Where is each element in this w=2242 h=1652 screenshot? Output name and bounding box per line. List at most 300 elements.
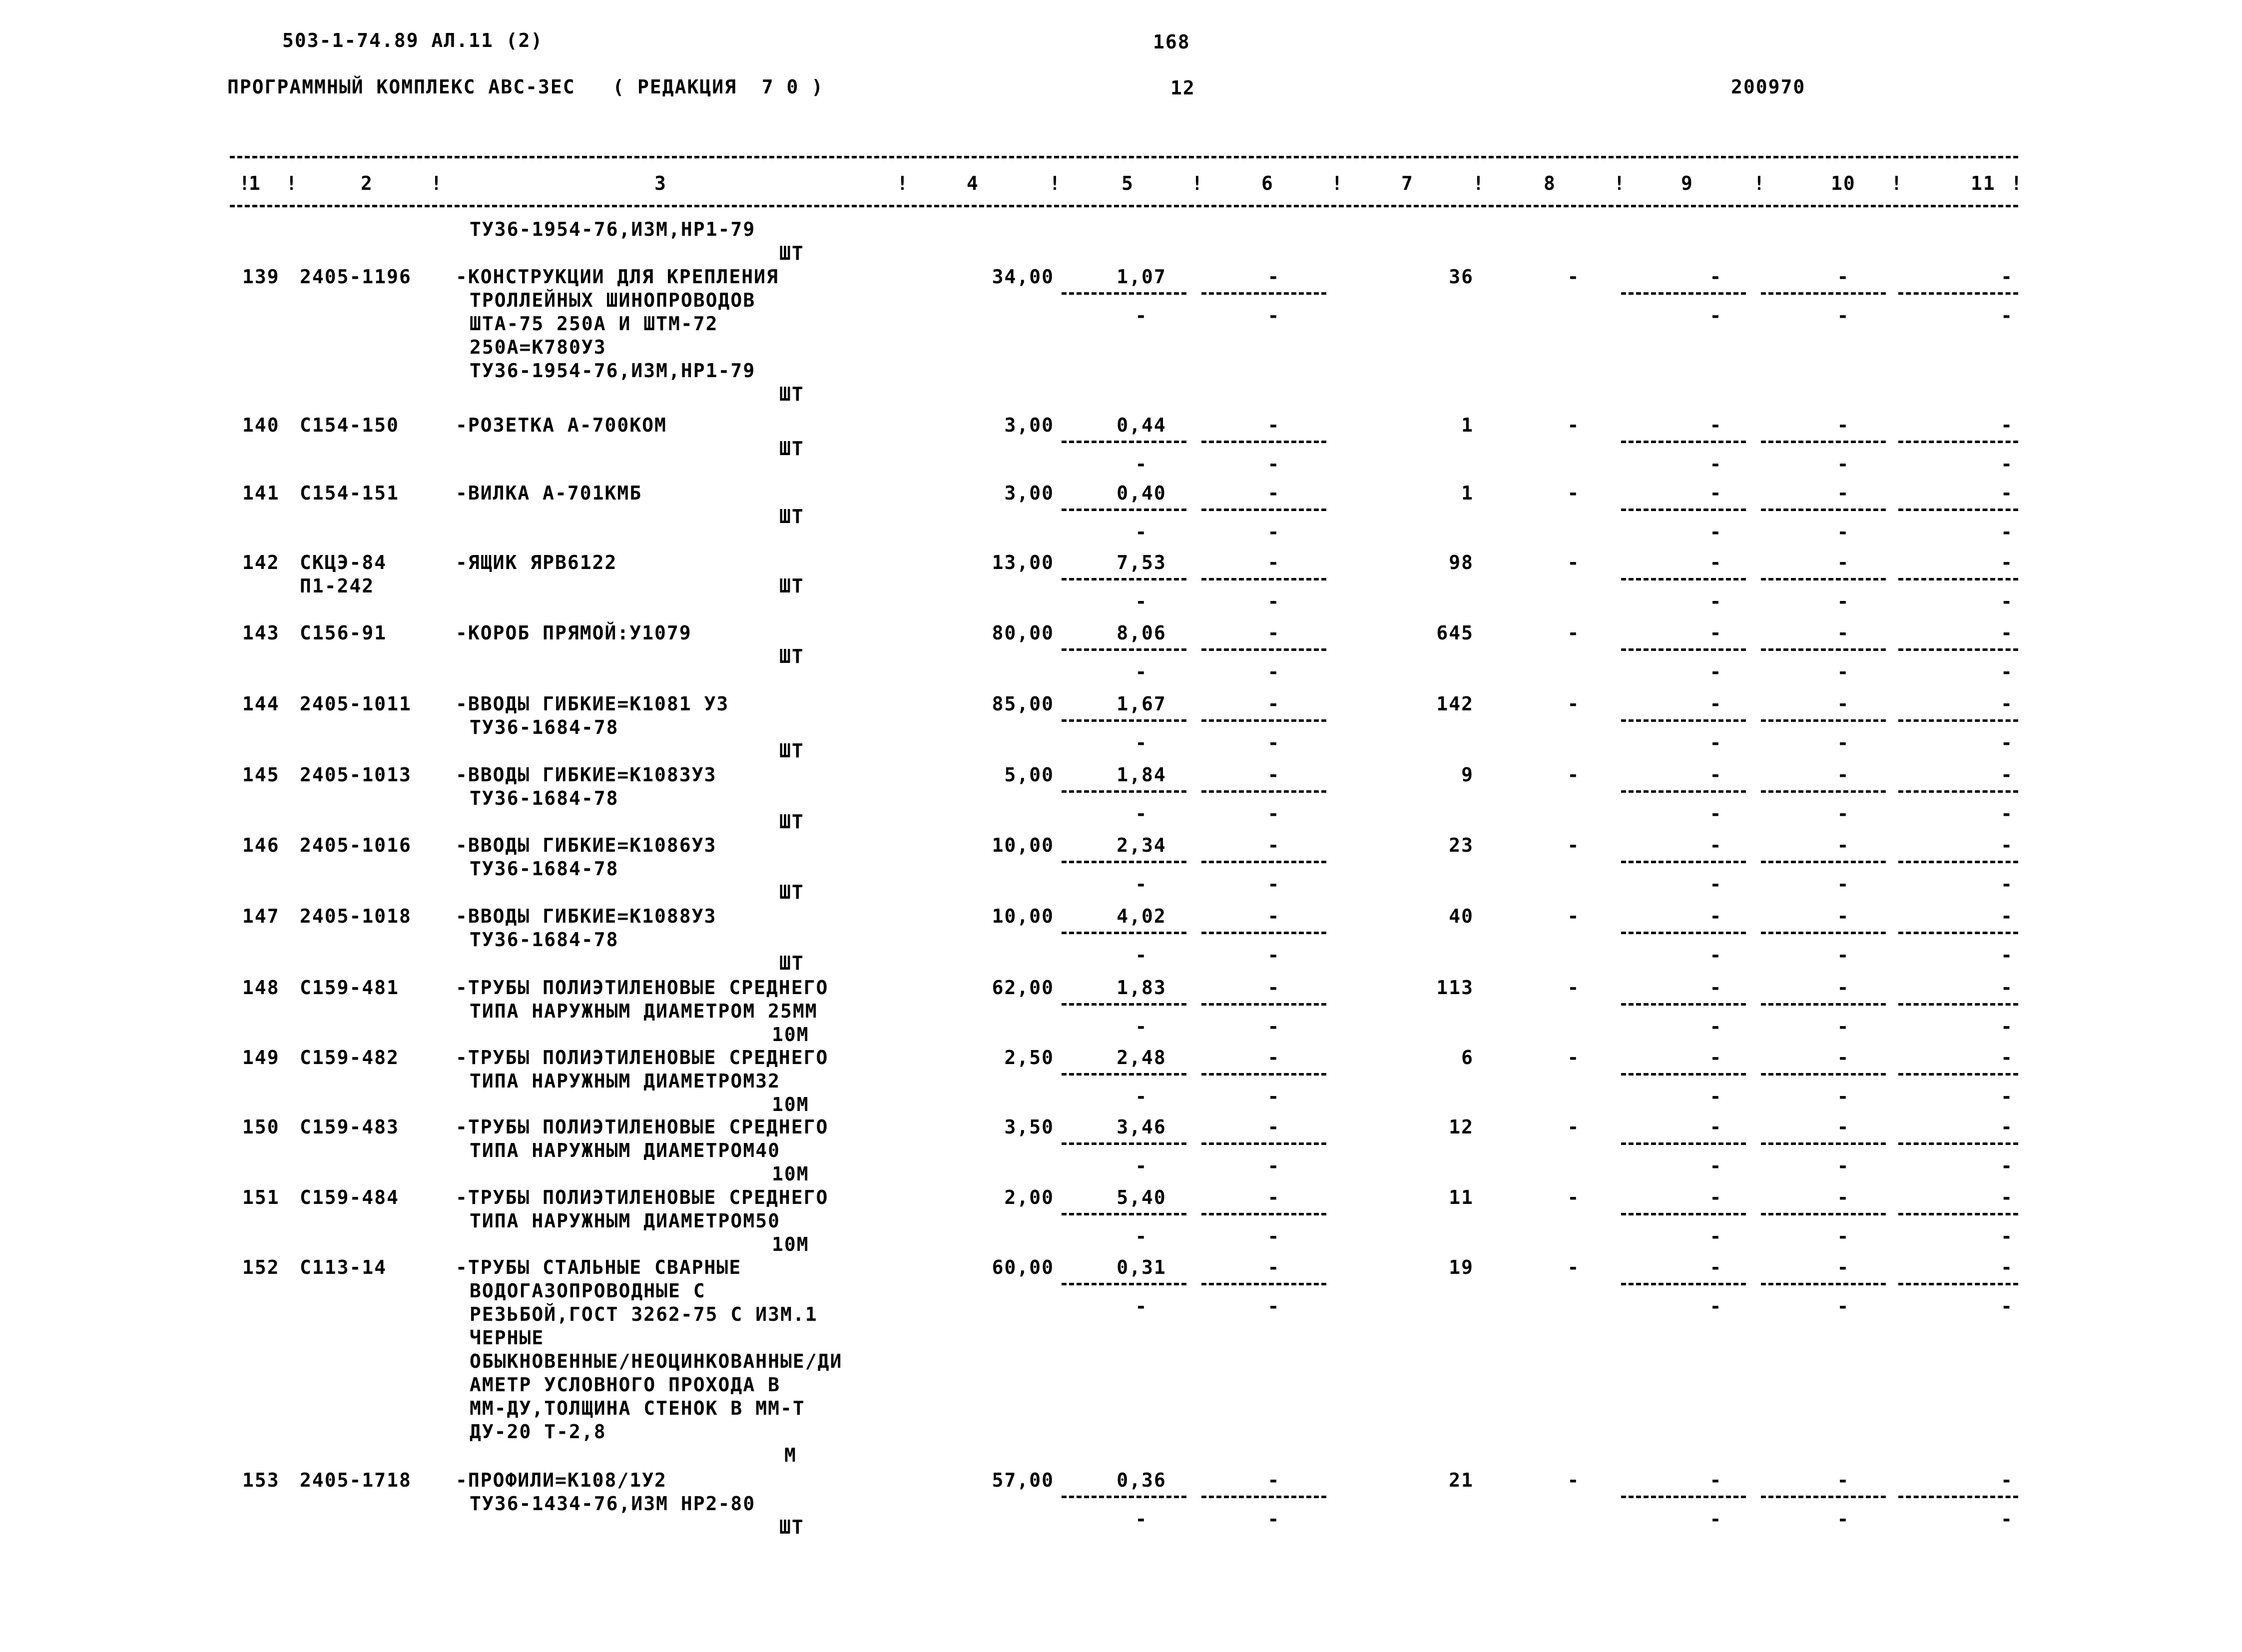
cell-col6-sub: - [1267, 1155, 1280, 1177]
cell-rule [1761, 1003, 1886, 1006]
cell-col9-sub: - [1709, 305, 1722, 327]
cell-col5: 1,67 [1117, 693, 1166, 715]
row-code: 2405-1196 [300, 266, 412, 288]
cell-rule [1062, 292, 1186, 295]
row-number: 140 [242, 414, 280, 436]
cell-rule [1621, 932, 1746, 934]
cell-col5: 2,34 [1117, 834, 1166, 856]
cell-col8: - [1567, 693, 1580, 715]
row-code: С159-481 [300, 977, 400, 999]
cell-col10-sub: - [1837, 453, 1850, 475]
row-description: ТИПА НАРУЖНЫМ ДИАМЕТРОМ50 [470, 1210, 780, 1232]
cell-col5-sub: - [1135, 661, 1148, 683]
cell-col10: - [1837, 1047, 1850, 1069]
row-description: -ПРОФИЛИ=К108/1У2 [456, 1469, 667, 1491]
program-title: ПРОГРАММНЫЙ КОМПЛЕКС АВС-3ЕС ( РЕДАКЦИЯ 7 0 ) [227, 76, 824, 98]
cell-quantity: 62,00 [992, 977, 1054, 999]
cell-col9: - [1709, 764, 1722, 786]
cell-col6: - [1267, 482, 1280, 504]
cell-col7: 40 [1449, 905, 1474, 927]
cell-rule [1761, 509, 1886, 511]
cell-col11: - [2001, 1469, 2013, 1491]
cell-col9-sub: - [1709, 944, 1722, 966]
cell-rule [1621, 648, 1746, 651]
cell-col11: - [2001, 1186, 2013, 1208]
cell-col6: - [1267, 977, 1280, 999]
cell-col5-sub: - [1135, 1295, 1148, 1317]
cell-col9: - [1709, 977, 1722, 999]
cell-col9: - [1709, 482, 1722, 504]
cell-col7: 23 [1449, 834, 1474, 856]
cell-col11-sub: - [2001, 590, 2013, 612]
cell-col6-sub: - [1267, 305, 1280, 327]
cell-rule [1898, 292, 2018, 295]
cell-col11-sub: - [2001, 661, 2013, 683]
continuation-unit: ШТ [779, 242, 804, 264]
cell-col7: 11 [1449, 1186, 1474, 1208]
cell-rule [1201, 648, 1326, 651]
cell-col10: - [1837, 414, 1850, 436]
cell-col7: 645 [1436, 622, 1474, 644]
cell-rule [1201, 1213, 1326, 1215]
row-description: ТУ36-1684-78 [470, 716, 619, 738]
row-code: 2405-1016 [300, 834, 412, 856]
row-description: -КОНСТРУКЦИИ ДЛЯ КРЕПЛЕНИЯ [456, 266, 779, 288]
cell-col11: - [2001, 551, 2013, 573]
column-separator: ! [1331, 172, 1344, 194]
cell-rule [1621, 1213, 1746, 1215]
cell-col7: 1 [1461, 482, 1474, 504]
column-separator: ! [431, 172, 443, 194]
cell-rule [1062, 1283, 1186, 1285]
continuation-line: ТУ36-1954-76,ИЗМ,НР1-79 [470, 218, 756, 240]
cell-col6: - [1267, 1116, 1280, 1138]
cell-col7: 21 [1449, 1469, 1474, 1491]
cell-rule [1621, 1283, 1746, 1285]
cell-col11-sub: - [2001, 732, 2013, 754]
cell-col8: - [1567, 1256, 1580, 1278]
cell-quantity: 3,50 [1004, 1116, 1054, 1138]
cell-col11-sub: - [2001, 1155, 2013, 1177]
cell-rule [1898, 1142, 2018, 1145]
cell-quantity: 2,50 [1004, 1047, 1054, 1069]
cell-col9: - [1709, 1047, 1722, 1069]
row-description: РЕЗЬБОЙ,ГОСТ 3262-75 С ИЗМ.1 [470, 1303, 818, 1325]
cell-rule [1201, 1073, 1326, 1076]
cell-col11: - [2001, 1256, 2013, 1278]
column-separator: ! [1191, 172, 1204, 194]
cell-col5: 0,36 [1117, 1469, 1166, 1491]
cell-col6: - [1267, 1047, 1280, 1069]
cell-rule [1898, 1003, 2018, 1006]
cell-col5-sub: - [1135, 944, 1148, 966]
cell-col9: - [1709, 1256, 1722, 1278]
cell-col10: - [1837, 1256, 1850, 1278]
cell-col9-sub: - [1709, 521, 1722, 543]
cell-col5-sub: - [1135, 1086, 1148, 1107]
cell-col9-sub: - [1709, 873, 1722, 895]
row-code: 2405-1011 [300, 693, 412, 715]
cell-col11: - [2001, 266, 2013, 288]
cell-rule [1761, 292, 1886, 295]
cell-col6-sub: - [1267, 803, 1280, 825]
row-number: 145 [242, 764, 280, 786]
row-code: С159-482 [300, 1047, 400, 1069]
cell-col5: 1,84 [1117, 764, 1166, 786]
cell-col10-sub: - [1837, 1086, 1850, 1107]
cell-rule [1062, 1496, 1186, 1498]
cell-col9: - [1709, 414, 1722, 436]
column-header-11: 11 [1971, 172, 1996, 194]
cell-rule [1201, 1003, 1326, 1006]
cell-rule [1898, 790, 2018, 793]
cell-rule [1062, 441, 1186, 443]
cell-rule [1621, 441, 1746, 443]
column-header-3: 3 [654, 172, 667, 194]
cell-col11: - [2001, 764, 2013, 786]
row-number: 139 [242, 266, 280, 288]
cell-rule [1062, 1003, 1186, 1006]
cell-rule [1621, 861, 1746, 863]
row-description: ВОДОГАЗОПРОВОДНЫЕ С [470, 1280, 706, 1302]
row-description: ДУ-20 Т-2,8 [470, 1421, 606, 1443]
cell-col6-sub: - [1267, 1295, 1280, 1317]
cell-rule [1761, 932, 1886, 934]
cell-rule [1062, 932, 1186, 934]
row-code: СКЦЭ-84 [300, 551, 387, 573]
cell-col10-sub: - [1837, 944, 1850, 966]
cell-col8: - [1567, 764, 1580, 786]
cell-col8: - [1567, 905, 1580, 927]
cell-quantity: 57,00 [992, 1469, 1054, 1491]
cell-col6-sub: - [1267, 661, 1280, 683]
cell-rule [1898, 719, 2018, 722]
row-code: С154-150 [300, 414, 400, 436]
cell-rule [1621, 1073, 1746, 1076]
cell-col10-sub: - [1837, 521, 1850, 543]
cell-rule [1761, 441, 1886, 443]
cell-rule [1761, 648, 1886, 651]
row-description: 250А=К780У3 [470, 336, 606, 358]
cell-rule [1201, 932, 1326, 934]
row-description: ТУ36-1954-76,ИЗМ,НР1-79 [470, 360, 756, 382]
cell-col8: - [1567, 551, 1580, 573]
cell-rule [1621, 292, 1746, 295]
row-description: -ТРУБЫ СТАЛЬНЫЕ СВАРНЫЕ [456, 1256, 742, 1278]
cell-col11: - [2001, 482, 2013, 504]
cell-col7: 12 [1449, 1116, 1474, 1138]
sheet-number: 12 [1170, 77, 1195, 99]
cell-col5: 5,40 [1117, 1186, 1166, 1208]
cell-col7: 6 [1461, 1047, 1474, 1069]
cell-col8: - [1567, 482, 1580, 504]
cell-col6-sub: - [1267, 521, 1280, 543]
row-number: 143 [242, 622, 280, 644]
cell-rule [1621, 578, 1746, 580]
cell-rule [1761, 1142, 1886, 1145]
cell-col5-sub: - [1135, 1155, 1148, 1177]
cell-col9-sub: - [1709, 1155, 1722, 1177]
row-description: ШТА-75 250А И ШТМ-72 [470, 313, 718, 335]
row-unit: ШТ [779, 740, 804, 762]
cell-col6-sub: - [1267, 944, 1280, 966]
cell-col5-sub: - [1135, 453, 1148, 475]
cell-rule [1201, 861, 1326, 863]
row-description: -ТРУБЫ ПОЛИЭТИЛЕНОВЫЕ СРЕДНЕГО [456, 1047, 829, 1069]
cell-col7: 9 [1461, 764, 1474, 786]
cell-col10: - [1837, 834, 1850, 856]
row-unit: 10М [772, 1163, 809, 1185]
cell-col5: 3,46 [1117, 1116, 1166, 1138]
cell-rule [1621, 1496, 1746, 1498]
row-unit: 10М [772, 1024, 809, 1046]
cell-col11-sub: - [2001, 803, 2013, 825]
cell-col5-sub: - [1135, 521, 1148, 543]
column-header-7: 7 [1401, 172, 1414, 194]
row-description: ТУ36-1684-78 [470, 929, 619, 951]
row-number: 146 [242, 834, 280, 856]
cell-col11: - [2001, 977, 2013, 999]
cell-col8: - [1567, 622, 1580, 644]
row-description: ТРОЛЛЕЙНЫХ ШИНОПРОВОДОВ [470, 289, 756, 311]
cell-col10: - [1837, 482, 1850, 504]
cell-col9-sub: - [1709, 590, 1722, 612]
cell-col5: 2,48 [1117, 1047, 1166, 1069]
cell-col10-sub: - [1837, 803, 1850, 825]
cell-col6: - [1267, 693, 1280, 715]
cell-col6: - [1267, 1256, 1280, 1278]
row-description: ТИПА НАРУЖНЫМ ДИАМЕТРОМ 25ММ [470, 1000, 818, 1022]
cell-col9: - [1709, 551, 1722, 573]
cell-col8: - [1567, 977, 1580, 999]
cell-col11-sub: - [2001, 1508, 2013, 1530]
cell-rule [1761, 719, 1886, 722]
cell-col9: - [1709, 834, 1722, 856]
row-number: 142 [242, 551, 280, 573]
row-description: -ЯЩИК ЯРВ6122 [456, 551, 617, 573]
cell-col11-sub: - [2001, 873, 2013, 895]
row-description: -КОРОБ ПРЯМОЙ:У1079 [456, 622, 692, 644]
cell-col5: 0,40 [1117, 482, 1166, 504]
cell-col11-sub: - [2001, 305, 2013, 327]
cell-col10-sub: - [1837, 732, 1850, 754]
cell-col10-sub: - [1837, 1155, 1850, 1177]
column-separator: ! [286, 172, 298, 194]
cell-col5: 7,53 [1117, 551, 1166, 573]
row-code: 2405-1013 [300, 764, 412, 786]
cell-rule [1201, 790, 1326, 793]
column-header-10: 10 [1831, 172, 1856, 194]
column-separator: ! [1753, 172, 1766, 194]
row-unit: ШТ [779, 438, 804, 460]
row-number: 153 [242, 1469, 280, 1491]
cell-col6: - [1267, 1469, 1280, 1491]
cell-rule [1062, 509, 1186, 511]
cell-rule [1062, 1213, 1186, 1215]
cell-col10-sub: - [1837, 873, 1850, 895]
row-number: 150 [242, 1116, 280, 1138]
column-header-4: 4 [967, 172, 979, 194]
cell-col6: - [1267, 905, 1280, 927]
cell-col9: - [1709, 905, 1722, 927]
cell-rule [1621, 1003, 1746, 1006]
cell-rule [1062, 1073, 1186, 1076]
row-code: С159-483 [300, 1116, 400, 1138]
cell-col6-sub: - [1267, 1086, 1280, 1107]
cell-rule [1062, 648, 1186, 651]
cell-quantity: 10,00 [992, 905, 1054, 927]
row-description: АМЕТР УСЛОВНОГО ПРОХОДА В [470, 1374, 780, 1396]
row-description: ТУ36-1684-78 [470, 858, 619, 880]
cell-col8: - [1567, 1469, 1580, 1491]
cell-col11-sub: - [2001, 944, 2013, 966]
cell-rule [1621, 719, 1746, 722]
cell-col7: 142 [1436, 693, 1474, 715]
column-separator: ! [1049, 172, 1062, 194]
cell-rule [1062, 861, 1186, 863]
cell-quantity: 3,00 [1004, 482, 1054, 504]
column-header-2: 2 [361, 172, 373, 194]
cell-col10-sub: - [1837, 1295, 1850, 1317]
row-description: ТИПА НАРУЖНЫМ ДИАМЕТРОМ32 [470, 1070, 780, 1092]
cell-col5-sub: - [1135, 305, 1148, 327]
cell-col6-sub: - [1267, 873, 1280, 895]
cell-col9-sub: - [1709, 1016, 1722, 1038]
cell-col10: - [1837, 551, 1850, 573]
cell-col11: - [2001, 414, 2013, 436]
row-description: ЧЕРНЫЕ [470, 1327, 545, 1349]
row-description: ТИПА НАРУЖНЫМ ДИАМЕТРОМ40 [470, 1139, 780, 1161]
cell-col9: - [1709, 693, 1722, 715]
cell-rule [1201, 578, 1326, 580]
cell-col9: - [1709, 266, 1722, 288]
row-code: 2405-1018 [300, 905, 412, 927]
row-unit: ШТ [779, 575, 804, 597]
cell-col7: 36 [1449, 266, 1474, 288]
cell-col10: - [1837, 693, 1850, 715]
cell-quantity: 80,00 [992, 622, 1054, 644]
cell-col6: - [1267, 266, 1280, 288]
cell-col8: - [1567, 414, 1580, 436]
header-rule-bottom [230, 205, 2018, 207]
cell-rule [1621, 1142, 1746, 1145]
row-unit: ШТ [779, 1516, 804, 1538]
row-description: ТУ36-1434-76,ИЗМ НР2-80 [470, 1493, 756, 1515]
row-description: -ВВОДЫ ГИБКИЕ=К1088У3 [456, 905, 717, 927]
row-number: 149 [242, 1047, 280, 1069]
row-code: 2405-1718 [300, 1469, 412, 1491]
cell-col5: 0,44 [1117, 414, 1166, 436]
cell-col11-sub: - [2001, 1016, 2013, 1038]
cell-rule [1898, 1283, 2018, 1285]
cell-col5-sub: - [1135, 1225, 1148, 1247]
cell-rule [1761, 578, 1886, 580]
page-number: 168 [1153, 31, 1190, 53]
row-unit: ШТ [779, 645, 804, 667]
cell-col5-sub: - [1135, 732, 1148, 754]
cell-rule [1621, 790, 1746, 793]
cell-rule [1761, 790, 1886, 793]
cell-quantity: 34,00 [992, 266, 1054, 288]
column-header-9: 9 [1681, 172, 1693, 194]
cell-col8: - [1567, 1186, 1580, 1208]
cell-rule [1898, 648, 2018, 651]
cell-col11: - [2001, 622, 2013, 644]
cell-col7: 1 [1461, 414, 1474, 436]
cell-col9-sub: - [1709, 1086, 1722, 1107]
cell-col5: 0,31 [1117, 1256, 1166, 1278]
cell-rule [1898, 578, 2018, 580]
cell-col8: - [1567, 1116, 1580, 1138]
cell-col11: - [2001, 1047, 2013, 1069]
column-separator: ! [1473, 172, 1485, 194]
cell-col9: - [1709, 622, 1722, 644]
cell-col11: - [2001, 834, 2013, 856]
header-rule-top [230, 156, 2018, 158]
cell-col9: - [1709, 1186, 1722, 1208]
cell-col10: - [1837, 1116, 1850, 1138]
cell-rule [1761, 1213, 1886, 1215]
row-description: -ВВОДЫ ГИБКИЕ=К1081 У3 [456, 693, 729, 715]
cell-col11-sub: - [2001, 1225, 2013, 1247]
column-separator: ! [1614, 172, 1626, 194]
row-number: 152 [242, 1256, 280, 1278]
row-description: ОБЫКНОВЕННЫЕ/НЕОЦИНКОВАННЫЕ/ДИ [470, 1350, 843, 1372]
cell-quantity: 10,00 [992, 834, 1054, 856]
cell-quantity: 85,00 [992, 693, 1054, 715]
cell-col11: - [2001, 905, 2013, 927]
cell-col10: - [1837, 266, 1850, 288]
cell-col10-sub: - [1837, 305, 1850, 327]
row-description: -ВВОДЫ ГИБКИЕ=К1083У3 [456, 764, 717, 786]
row-description: ТУ36-1684-78 [470, 787, 619, 809]
cell-col5-sub: - [1135, 803, 1148, 825]
row-unit: ШТ [779, 811, 804, 833]
cell-rule [1761, 861, 1886, 863]
cell-rule [1761, 1073, 1886, 1076]
row-code: С156-91 [300, 622, 387, 644]
cell-quantity: 3,00 [1004, 414, 1054, 436]
cell-col10-sub: - [1837, 1225, 1850, 1247]
cell-col9-sub: - [1709, 732, 1722, 754]
row-description: -ТРУБЫ ПОЛИЭТИЛЕНОВЫЕ СРЕДНЕГО [456, 1186, 829, 1208]
cell-col5: 4,02 [1117, 905, 1166, 927]
cell-col9: - [1709, 1116, 1722, 1138]
cell-col6-sub: - [1267, 590, 1280, 612]
cell-rule [1898, 861, 2018, 863]
row-unit: ШТ [779, 881, 804, 903]
cell-col5-sub: - [1135, 873, 1148, 895]
cell-rule [1761, 1496, 1886, 1498]
cell-col5-sub: - [1135, 590, 1148, 612]
cell-col9-sub: - [1709, 1295, 1722, 1317]
row-unit: М [784, 1444, 797, 1466]
cell-rule [1761, 1283, 1886, 1285]
cell-col11-sub: - [2001, 453, 2013, 475]
cell-col8: - [1567, 834, 1580, 856]
cell-col5-sub: - [1135, 1016, 1148, 1038]
cell-col10: - [1837, 622, 1850, 644]
column-separator: ! [2011, 172, 2023, 194]
cell-rule [1201, 441, 1326, 443]
cell-col6-sub: - [1267, 1508, 1280, 1530]
row-unit: 10М [772, 1233, 809, 1255]
cell-rule [1898, 1496, 2018, 1498]
cell-col6-sub: - [1267, 732, 1280, 754]
cell-col11: - [2001, 693, 2013, 715]
cell-rule [1201, 1496, 1326, 1498]
cell-col11: - [2001, 1116, 2013, 1138]
